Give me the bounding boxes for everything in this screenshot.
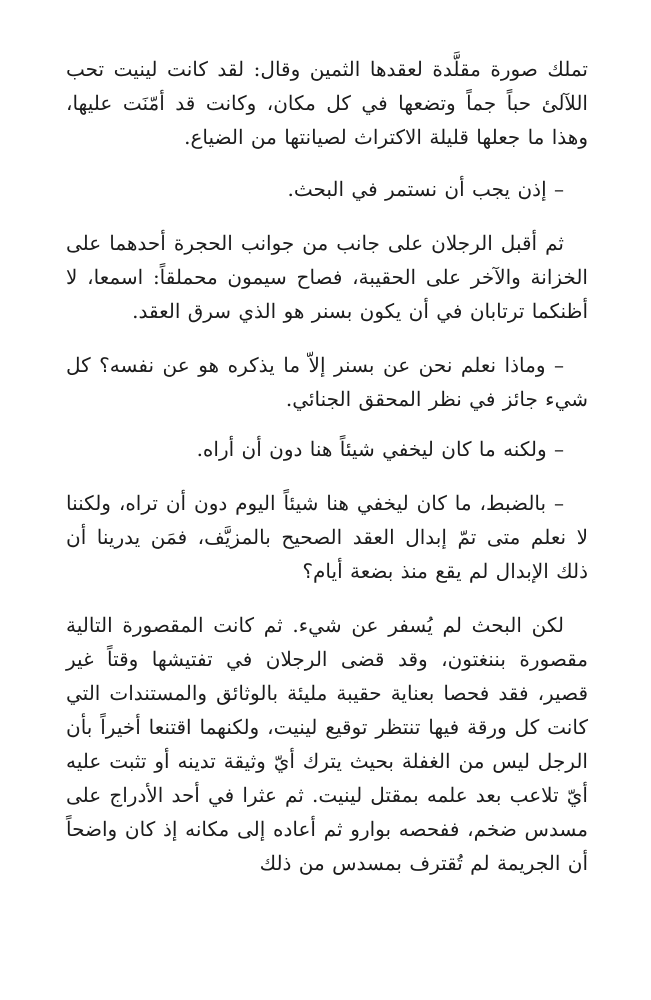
paragraph-pennington-cabin: لكن البحث لم يُسفر عن شيء. ثم كانت المقصورة التالية مقصورة بننغتون، وقد قضى الرجلان في تفتيشها وقتاً غير قصير، فقد فحصا بعناية حقيبة مليئة بالوثائق والمستندات التي كانت كل ورقة فيها تنتظر توقيع لينيت، ولكنهما اقتنعا أخيراً بأن الرجل ليس من الغفلة بحيث يترك أيّ وثيقة تدينه أو تثبت عليه أيّ تلاعب بعد علمه بمقتل لينيت. ثم عثرا في أحد الأدراج على مسدس ضخم، ففحصه بوارو ثم أعاده إلى مكانه إذ كان واضحاً أن الجريمة لم تُقترف بمسدس من ذلك (66, 613, 588, 875)
paragraph-cabin-search: ثم أقبل الرجلان على جانب من جوانب الحجرة أحدهما على الخزانة والآخر على الحقيبة، فصاح سيمون محملقاً: اسمعا، لا أظنكما ترتابان في أن يكون بسنر هو الذي سرق العقد. (66, 231, 588, 323)
paragraph-exactly: – بالضبط، ما كان ليخفي هنا شيئاً اليوم دون أن تراه، ولكننا لا نعلم متى تمّ إبدال العقد الصحيح بالمزيَّف، فمَن يدرينا أن ذلك الإبدال لم يقع منذ بضعة أيام؟ (66, 491, 588, 583)
paragraph-continue-search: – إذن يجب أن نستمر في البحث. (287, 177, 564, 201)
paragraph-nothing-hidden: – ولكنه ما كان ليخفي شيئاً هنا دون أن أراه. (196, 437, 564, 461)
paragraph-necklace-replica: تملك صورة مقلَّدة لعقدها الثمين وقال: لقد كانت لينيت تحب اللآلئ حباً جماً وتضعها في كل مكان، وكانت قد أمّنَت عليها، وهذا ما جعلها قليلة الاكتراث لصيانتها من الضياع. (66, 57, 588, 149)
paragraph-bessner-question: – وماذا نعلم نحن عن بسنر إلاّ ما يذكره هو عن نفسه؟ كل شيء جائز في نظر المحقق الجنائي. (66, 353, 588, 411)
